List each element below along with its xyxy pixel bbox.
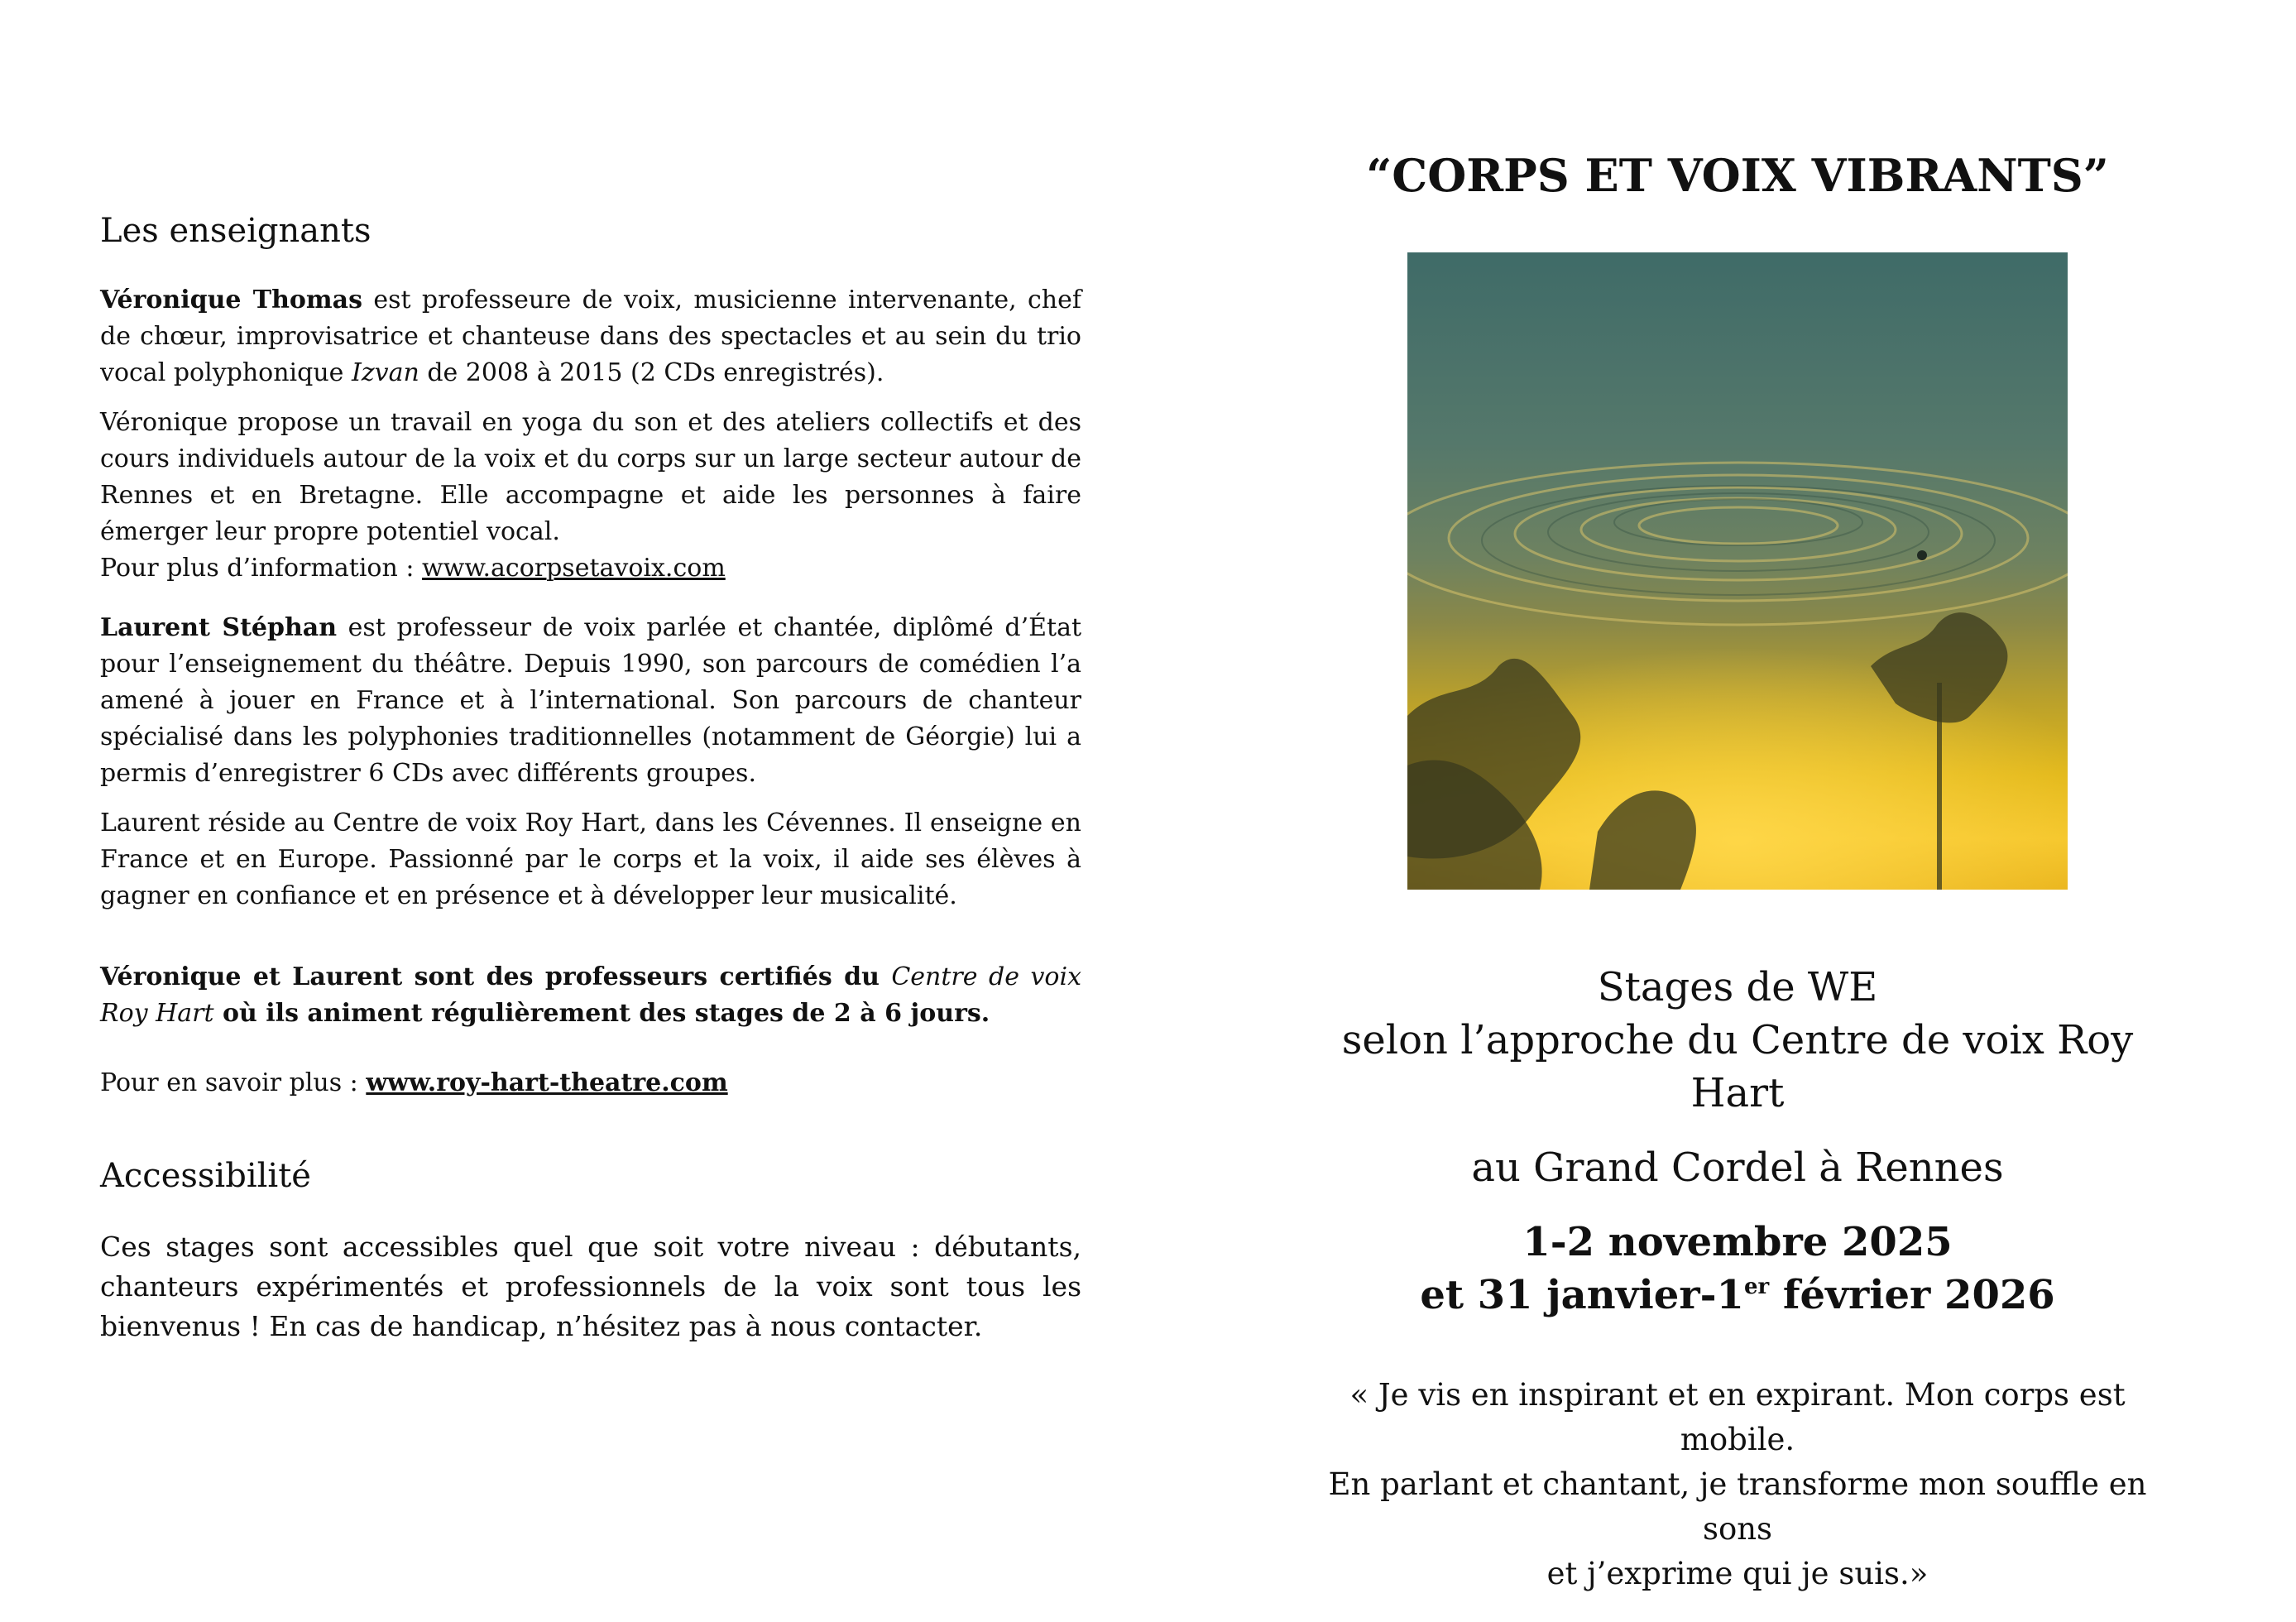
right-column xyxy=(1291,149,2184,1596)
laurent-bio-1 xyxy=(100,610,1081,792)
more-info xyxy=(100,1065,1081,1101)
water-ripple-photo xyxy=(1407,252,2068,890)
left-column xyxy=(100,211,1081,1360)
accessibility-text: Ces stages sont accessibles quel que soit votre niveau : débutants, chanteurs expérimentés et professionnels de la voix sont tous les bienvenus ! En cas de handicap, n’hésitez pas à nous contacter. xyxy=(100,1231,1081,1342)
veronique-bio-2 xyxy=(100,405,1081,587)
cert-text-b: où ils animent régulièrement des stages de 2 à 6 jours. xyxy=(213,999,990,1028)
laurent-bio-2: Laurent réside au Centre de voix Roy Hart, dans les Cévennes. Il enseigne en France et en Europe. Passionné par le corps et la voix, il aide ses élèves à gagner en confiance et en présence et à développer leur musicalité. xyxy=(100,809,1081,910)
veronique-bio-1 xyxy=(100,282,1081,391)
quote-line-1: « Je vis en inspirant et en expirant. Mon corps est mobile. xyxy=(1349,1376,2126,1457)
accessibility-heading: Accessibilité xyxy=(100,1157,311,1195)
date-2 xyxy=(1291,1269,2184,1322)
quote xyxy=(1291,1373,2184,1596)
teachers-heading: Les enseignants xyxy=(100,212,371,250)
date-2-text-b: février 2026 xyxy=(1769,1271,2055,1318)
flyer-title: “CORPS ET VOIX VIBRANTS” xyxy=(1366,149,2109,202)
cert-text-a: Véronique et Laurent sont des professeurs certifiés du xyxy=(100,962,892,991)
veronique-bio-1-text-a: est professeure de voix, musicienne intervenante, chef de chœur, improvisatrice et chanteuse dans des spectacles et au sein du trio vocal polyphonique xyxy=(100,286,1081,387)
date-2-superscript: er xyxy=(1743,1274,1770,1299)
stages-approach: selon l’approche du Centre de voix Roy Hart xyxy=(1341,1016,2134,1116)
date-2-text-a: et 31 janvier-1 xyxy=(1420,1271,1744,1318)
veronique-name: Véronique Thomas xyxy=(100,286,362,314)
spacer xyxy=(100,587,1081,610)
stages-dates xyxy=(1291,1216,2184,1322)
ripple-illustration xyxy=(1407,252,2068,890)
laurent-name: Laurent Stéphan xyxy=(100,613,338,642)
date-1: 1-2 novembre 2025 xyxy=(1522,1218,1953,1265)
stages-block xyxy=(1291,961,2184,1322)
certification-note xyxy=(100,959,1081,1032)
laurent-bio-1-text: est professeur de voix parlée et chantée, diplômé d’État pour l’enseignement du théâtre. Depuis 1990, son parcours de comédien l’a amené à jouer en France et à l’international. Son parcours de chanteur spécialisé dans les polyphonies traditionnelles (notamment de Géorgie) lui a permis d’enregistrer 6 CDs avec différents groupes. xyxy=(100,613,1082,788)
veronique-bio-2-text: Véronique propose un travail en yoga du son et des ateliers collectifs et des cours individuels autour de la voix et du corps sur un large secteur autour de Rennes et en Bretagne. Elle accompagne et aide les personnes à faire émerger leur propre potentiel vocal. xyxy=(100,408,1081,546)
roy-hart-center-name: Centre de voix Roy Hart xyxy=(100,962,1081,1028)
more-info-label: Pour en savoir plus : xyxy=(100,1068,367,1097)
izvan-group-name: Izvan xyxy=(351,358,419,387)
veronique-bio-1-text-b: de 2008 à 2015 (2 CDs enregistrés). xyxy=(419,358,884,387)
roy-hart-theatre-link[interactable]: www.roy-hart-theatre.com xyxy=(366,1068,728,1097)
veronique-info-label: Pour plus d’information : xyxy=(100,554,422,583)
stages-title: Stages de WE xyxy=(1597,963,1878,1010)
stages-place: au Grand Cordel à Rennes xyxy=(1471,1144,2004,1191)
quote-line-3: et j’exprime qui je suis.» xyxy=(1546,1555,1929,1591)
quote-line-2: En parlant et chantant, je transforme mon souffle en sons xyxy=(1328,1466,2147,1547)
acorpsetavoix-link[interactable]: www.acorpsetavoix.com xyxy=(422,554,726,583)
